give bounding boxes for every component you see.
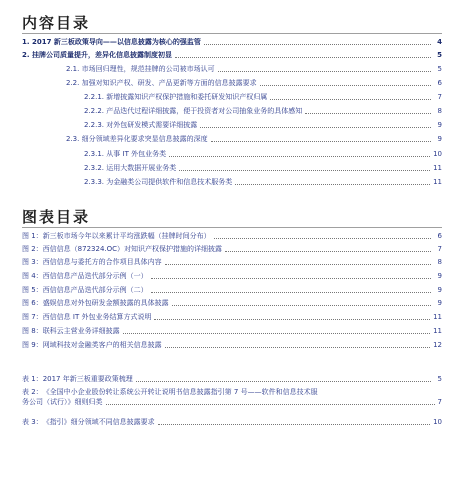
figure-text: 西信信息产品迭代部分示例（一） xyxy=(42,272,148,280)
toc-entry-2-3-2[interactable] xyxy=(84,164,442,173)
figure-text: 网域科技对金融类客户的相关信息披露 xyxy=(42,341,162,349)
content-toc-rule xyxy=(22,33,442,34)
leader-dots xyxy=(151,292,431,293)
toc-entry-page: 9 xyxy=(437,135,442,143)
toc-entry-page: 9 xyxy=(437,121,442,129)
leader-dots xyxy=(175,57,431,58)
table-text-line-1: 《全国中小企业股份转让系统公开转让说明书信息披露指引第 7 号——软件和信息技术服 xyxy=(42,388,318,396)
toc-entry-number: 2. xyxy=(22,51,30,59)
toc-entry-page: 8 xyxy=(437,107,442,115)
figure-label: 图 5： xyxy=(22,286,43,294)
figure-label: 图 8： xyxy=(22,327,43,335)
leader-dots xyxy=(305,113,431,114)
toc-entry-number: 2.2. xyxy=(66,79,80,87)
toc-entry-text: 2017 新三板政策导向——以信息披露为核心的强监管 xyxy=(31,38,201,46)
toc-entry-text: 新增披露知识产权保护措施和委托研发知识产权归属 xyxy=(106,93,268,101)
leader-dots xyxy=(270,99,431,100)
toc-entry-number: 2.3. xyxy=(66,135,80,143)
leader-dots xyxy=(200,127,431,128)
toc-entry-number: 1. xyxy=(22,38,30,46)
leader-dots xyxy=(165,264,431,265)
table-label: 表 2： xyxy=(22,388,43,396)
toc-entry-number: 2.2.3. xyxy=(84,121,105,129)
toc-entry-text: 挂牌公司质量提升，差异化信息披露制度初显 xyxy=(31,51,172,59)
leader-dots xyxy=(136,381,431,382)
figure-text: 新三板市场今年以来累计平均涨跌幅（挂牌时间分布） xyxy=(42,232,211,240)
leader-dots xyxy=(204,44,431,45)
toc-entry-number: 2.3.1. xyxy=(84,150,105,158)
toc-entry-2-2[interactable] xyxy=(66,79,442,88)
figure-entry-3[interactable] xyxy=(22,258,442,267)
toc-entry-text: 细分领域差异化要求突显信息披露的深度 xyxy=(81,135,208,143)
figure-page: 12 xyxy=(433,341,442,349)
figure-entry-9[interactable] xyxy=(22,341,442,350)
toc-entry-page: 6 xyxy=(437,79,442,87)
figure-label: 图 2： xyxy=(22,245,43,253)
toc-entry-text: 对外包研发模式需要详细披露 xyxy=(106,121,198,129)
figure-entry-5[interactable] xyxy=(22,286,442,295)
leader-dots xyxy=(211,141,431,142)
figure-page: 6 xyxy=(437,232,442,240)
toc-entry-page: 5 xyxy=(437,65,442,73)
figure-toc-rule xyxy=(22,227,442,228)
toc-entry-2-3-3[interactable] xyxy=(84,178,442,187)
leader-dots xyxy=(106,404,435,405)
figure-entry-4[interactable] xyxy=(22,272,442,281)
toc-entry-page: 5 xyxy=(437,51,442,59)
toc-entry-2-2-1[interactable] xyxy=(84,93,442,102)
toc-entry-2-2-3[interactable] xyxy=(84,121,442,130)
table-page: 10 xyxy=(433,418,442,426)
toc-entry-text: 运用大数据开展业务类 xyxy=(106,164,177,172)
leader-dots xyxy=(179,170,430,171)
table-text: 《指引》细分领域不同信息披露要求 xyxy=(42,418,155,426)
table-label: 表 1： xyxy=(22,375,43,383)
leader-dots xyxy=(225,251,431,252)
leader-dots xyxy=(260,85,431,86)
figure-page: 9 xyxy=(437,299,442,307)
figure-toc-title: 图表目录 xyxy=(22,208,91,226)
table-label: 表 3： xyxy=(22,418,43,426)
table-text: 2017 年新三板重要政策梳理 xyxy=(42,375,133,383)
figure-label: 图 3： xyxy=(22,258,43,266)
toc-entry-number: 2.3.3. xyxy=(84,178,105,186)
toc-entry-text: 从事 IT 外包业务类 xyxy=(106,150,167,158)
toc-entry-page: 11 xyxy=(433,178,442,186)
table-entry-1[interactable] xyxy=(22,375,442,384)
toc-entry-number: 2.2.1. xyxy=(84,93,105,101)
toc-entry-text: 市场回归理性，规范挂牌的公司被市场认可 xyxy=(81,65,215,73)
table-page: 7 xyxy=(437,397,442,406)
leader-dots xyxy=(214,238,431,239)
figure-text: 西信信息产品迭代部分示例（二） xyxy=(42,286,148,294)
figure-label: 图 1： xyxy=(22,232,43,240)
toc-entry-1[interactable] xyxy=(22,38,442,47)
figure-entry-7[interactable] xyxy=(22,313,442,322)
figure-text: 西信信息与委托方的合作项目具体内容 xyxy=(42,258,162,266)
leader-dots xyxy=(235,184,430,185)
figure-page: 9 xyxy=(437,272,442,280)
toc-entry-text: 为金融类公司提供软件和信息技术服务类 xyxy=(106,178,233,186)
content-toc-title: 内容目录 xyxy=(22,14,91,32)
toc-entry-2-3[interactable] xyxy=(66,135,442,144)
figure-page: 9 xyxy=(437,286,442,294)
figure-text: 联科云主营业务详细披露 xyxy=(42,327,120,335)
leader-dots xyxy=(169,156,430,157)
toc-entry-2-2-2[interactable] xyxy=(84,107,442,116)
toc-entry-2-1[interactable] xyxy=(66,65,442,74)
figure-label: 图 7： xyxy=(22,313,43,321)
leader-dots xyxy=(218,71,431,72)
figure-label: 图 9： xyxy=(22,341,43,349)
leader-dots xyxy=(151,278,431,279)
table-page: 5 xyxy=(437,375,442,383)
toc-entry-text: 产品迭代过程详细披露，便于投资者对公司抽象业务的具体感知 xyxy=(106,107,303,115)
figure-label: 图 6： xyxy=(22,299,43,307)
figure-entry-8[interactable] xyxy=(22,327,442,336)
figure-entry-1[interactable] xyxy=(22,232,442,241)
leader-dots xyxy=(172,305,431,306)
figure-entry-6[interactable] xyxy=(22,299,442,308)
figure-entry-2[interactable] xyxy=(22,245,442,254)
table-entry-2[interactable] xyxy=(22,388,442,407)
leader-dots xyxy=(158,424,430,425)
toc-entry-number: 2.3.2. xyxy=(84,164,105,172)
toc-entry-2-3-1[interactable] xyxy=(84,150,442,159)
leader-dots xyxy=(165,347,430,348)
figure-text: 西信信息（872324.OC）对知识产权保护措施的详细披露 xyxy=(42,245,223,253)
toc-entry-text: 加强对知识产权、研发、产品更新等方面的信息披露要求 xyxy=(81,79,257,87)
leader-dots xyxy=(123,333,430,334)
figure-page: 11 xyxy=(433,313,442,321)
leader-dots xyxy=(154,319,430,320)
figure-page: 8 xyxy=(437,258,442,266)
figure-label: 图 4： xyxy=(22,272,43,280)
table-text-line-2: 务公司（试行）》细则归类 xyxy=(22,397,103,406)
toc-entry-page: 4 xyxy=(437,38,442,46)
toc-entry-page: 10 xyxy=(433,150,442,158)
toc-entry-page: 7 xyxy=(437,93,442,101)
toc-entry-number: 2.2.2. xyxy=(84,107,105,115)
figure-text: 西信信息 IT 外包业务结算方式说明 xyxy=(42,313,152,321)
toc-entry-number: 2.1. xyxy=(66,65,80,73)
figure-text: 盛娱信息对外包研发金额披露的具体披露 xyxy=(42,299,169,307)
figure-page: 7 xyxy=(437,245,442,253)
figure-page: 11 xyxy=(433,327,442,335)
toc-entry-2[interactable] xyxy=(22,51,442,60)
toc-entry-page: 11 xyxy=(433,164,442,172)
table-entry-3[interactable] xyxy=(22,418,442,427)
